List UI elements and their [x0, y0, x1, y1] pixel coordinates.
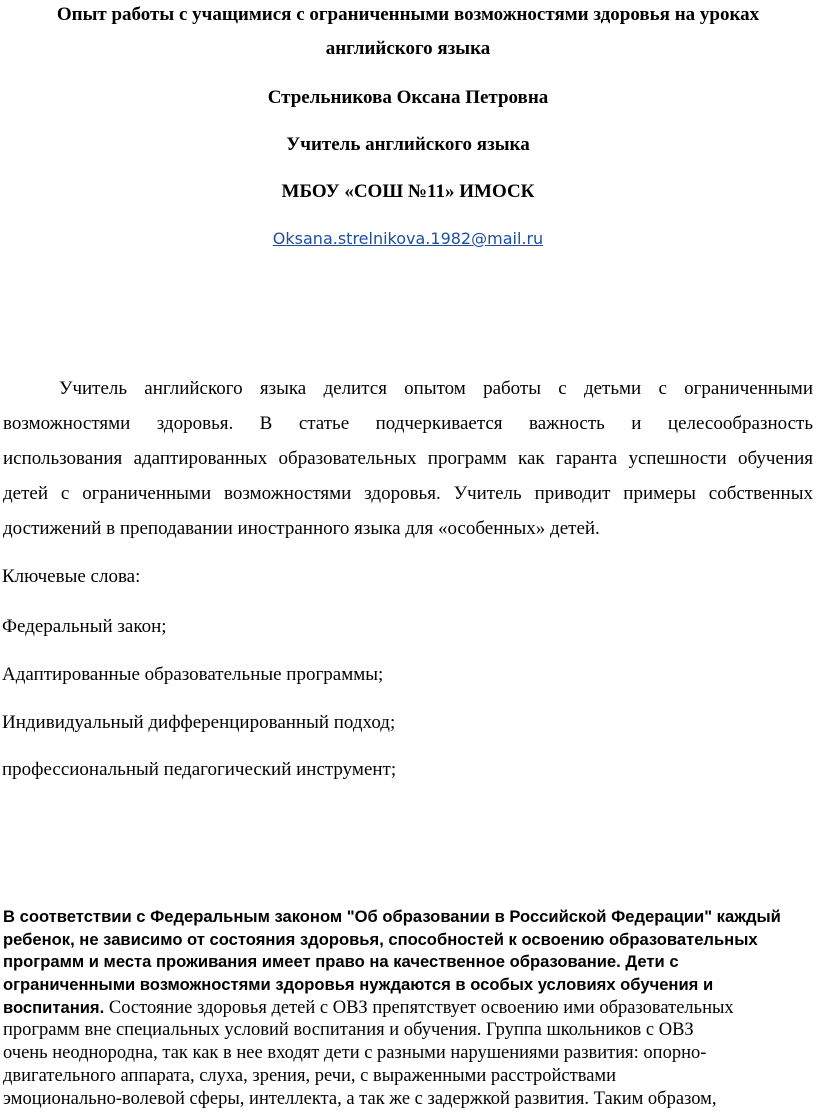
abstract-line: детей с ограниченными возможностями здоровья. Учитель приводит примеры собственных: [3, 483, 813, 504]
keyword-item: Федеральный закон;: [2, 616, 167, 637]
abstract-line: использования адаптированных образовательных программ как гаранта успешности обучения: [3, 448, 813, 469]
keyword-item: профессиональный педагогический инструмент;: [2, 759, 397, 780]
body-plain-fragment: Состояние здоровья детей с ОВЗ препятствует освоению ими образовательных: [104, 997, 734, 1018]
body-line: очень неоднородна, так как в нее входят дети с разными нарушениями развития: опорно-: [3, 1043, 707, 1064]
keywords-heading: Ключевые слова:: [2, 566, 141, 587]
body-line: программ вне специальных условий воспитания и обучения. Группа школьников с ОВЗ: [3, 1020, 694, 1041]
body-line: эмоционально-волевой сферы, интеллекта, а так же с задержкой развития. Таким образом,: [3, 1088, 717, 1109]
body-line: ограниченными возможностями здоровья нуждаются в особых условиях обучения и: [3, 975, 714, 995]
body-line-mixed: [3, 997, 813, 1020]
body-paragraph: [3, 906, 813, 1110]
body-line: двигательного аппарата, слуха, зрения, речи, с выраженными расстройствами: [3, 1065, 617, 1086]
author-name: Стрельникова Оксана Петровна: [267, 87, 549, 108]
abstract-line: возможностями здоровья. В статье подчеркивается важность и целесообразность: [3, 413, 813, 434]
abstract-paragraph: [3, 371, 813, 546]
keyword-item: Адаптированные образовательные программы;: [2, 664, 384, 685]
body-line: В соответствии с Федеральным законом "Об образовании в Российской Федерации" каждый: [3, 907, 781, 926]
school-name: МБОУ «СОШ №11» ИМОСК: [281, 181, 535, 202]
article-title-line-2: английского языка: [325, 38, 491, 59]
author-position: Учитель английского языка: [286, 134, 530, 155]
body-line: программ и места проживания имеет право на качественное образование. Дети с: [3, 952, 679, 972]
keyword-item: Индивидуальный дифференцированный подход;: [2, 712, 396, 733]
abstract-line: Учитель английского языка делится опытом работы с детьми с ограниченными: [59, 378, 813, 399]
body-bold-fragment: воспитания.: [3, 997, 105, 1017]
abstract-line: достижений в преподавании иностранного языка для «особенных» детей.: [3, 518, 600, 539]
email-link[interactable]: Oksana.strelnikova.1982@mail.ru: [272, 229, 544, 248]
article-title-line-1: Опыт работы с учащимися с ограниченными возможностями здоровья на уроках: [56, 4, 760, 25]
body-line: ребенок, не зависимо от состояния здоровья, способностей к освоению образовательных: [3, 929, 758, 949]
